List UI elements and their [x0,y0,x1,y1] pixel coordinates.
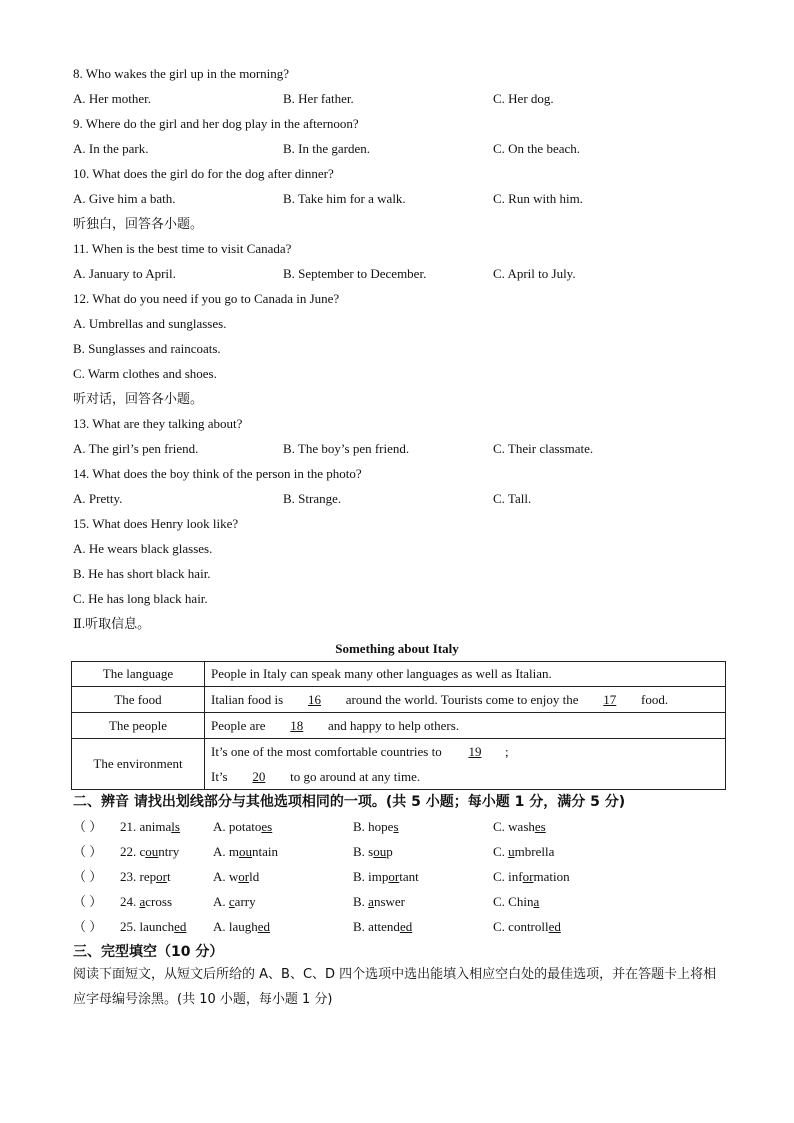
option-10a: A. Give him a bath. [73,191,176,206]
option-13a: A. The girl’s pen friend. [73,441,199,456]
phonics-option-24a [213,894,256,910]
question-11: 11. When is the best time to visit Canada? [73,241,292,256]
row-environment-value [205,739,726,790]
underlined-part: ls [171,819,180,834]
word-part: A. potato [213,819,262,834]
word-part: tant [399,869,419,884]
blank-20: 20 [252,769,266,784]
option-11c: C. April to July. [493,266,576,281]
answer-paren-25 [73,919,102,935]
word-part: t [166,869,171,884]
item-number: 23. [120,869,140,884]
option-15b: B. He has short black hair. [73,566,211,581]
underlined-part: ed [548,919,561,934]
option-14c: C. Tall. [493,491,532,506]
phonics-option-22a [213,844,278,860]
word-part: C. Chin [493,894,534,909]
underlined-part: a [368,894,374,909]
word-part: ntain [252,844,278,859]
underlined-part: ed [174,919,187,934]
question-9: 9. Where do the girl and her dog play in the afternoon? [73,116,359,131]
blank-18: 18 [290,717,304,733]
item-number: 22. [120,844,140,859]
underlined-part: or [156,869,167,884]
word-part: B. attend [353,919,400,934]
phonics-option-21a [213,819,272,835]
word-part: B. [353,894,369,909]
word-part: C. controll [493,919,549,934]
phonics-option-23a [213,869,259,885]
word-part: c [139,844,146,859]
word-part: ld [249,869,260,884]
underlined-part: a [533,894,540,909]
underlined-part: a [139,894,146,909]
row-food-value [205,687,726,713]
question-10: 10. What does the girl do for the dog after dinner? [73,166,334,181]
phonics-word-22 [120,844,179,860]
word-part: nswer [373,894,405,909]
phonics-option-21b [353,819,399,835]
row-people-key: The people [72,713,205,739]
word-part: B. s [353,844,374,859]
food-text-pre: Italian food is [211,691,284,707]
row-people-value [205,713,726,739]
answer-paren-22 [73,844,102,860]
underlined-part: es [534,819,546,834]
option-13c: C. Their classmate. [493,441,594,456]
underlined-part: es [261,819,273,834]
answer-paren: （ ） [73,844,103,859]
underlined-part: ed [257,919,271,934]
option-10b: B. Take him for a walk. [283,191,406,206]
word-part: B. imp [353,869,389,884]
option-8a: A. Her mother. [73,91,151,106]
option-11a: A. January to April. [73,266,176,281]
blank-17: 17 [603,691,617,707]
env-line2-pre: It’s [211,769,228,784]
option-12b: B. Sunglasses and raincoats. [73,341,221,356]
word-part: mbrella [514,844,555,859]
env-line1-pre: It’s one of the most comfortable countries to [211,744,442,759]
option-11b: B. September to December. [283,266,427,281]
option-8c: C. Her dog. [493,91,554,106]
info-table [71,661,726,790]
item-number: 21. [120,819,140,834]
underlined-part: or [522,869,534,884]
phonics-option-23b [353,869,419,885]
answer-paren: （ ） [73,894,103,909]
env-line1-post: ; [504,744,509,759]
option-8b: B. Her father. [283,91,354,106]
option-12c: C. Warm clothes and shoes. [73,366,217,381]
word-part: C. wash [493,819,535,834]
answer-paren-23 [73,869,102,885]
word-part: B. hope [353,819,394,834]
people-text-post: and happy to help others. [328,717,460,733]
section-info: Ⅱ.听取信息。 [73,616,151,631]
option-14a: A. Pretty. [73,491,123,506]
question-15: 15. What does Henry look like? [73,516,239,531]
food-text-mid: around the world. Tourists come to enjoy the [345,691,579,707]
word-part: A. w [213,869,239,884]
section-monologue: 听独白，回答各小题。 [73,216,204,231]
blank-19: 19 [468,744,482,759]
row-language-key: The language [72,662,205,687]
underlined-part: ou [373,844,387,859]
option-14b: B. Strange. [283,491,342,506]
word-part: A. m [213,844,239,859]
option-15a: A. He wears black glasses. [73,541,213,556]
phonics-option-24c [493,894,539,910]
word-part: rep [139,869,157,884]
underlined-part: s [393,819,399,834]
phonics-word-23 [120,869,171,885]
item-number: 24. [120,894,140,909]
underlined-part: ou [145,844,159,859]
word-part: p [386,844,393,859]
food-text-post: food. [641,691,669,707]
item-number: 25. [120,919,140,934]
underlined-part: ou [239,844,252,859]
row-environment-key: The environment [72,739,205,790]
question-8: 8. Who wakes the girl up in the morning? [73,66,290,81]
question-13: 13. What are they talking about? [73,416,243,431]
word-part: mation [533,869,570,884]
option-9a: A. In the park. [73,141,149,156]
word-part: A. [213,894,229,909]
phonics-option-25b [353,919,412,935]
underlined-part: ed [399,919,413,934]
phonics-word-25 [120,919,186,935]
phonics-option-24b [353,894,405,910]
option-9c: C. On the beach. [493,141,581,156]
question-12: 12. What do you need if you go to Canada in June? [73,291,340,306]
word-part: ntry [158,844,180,859]
answer-paren: （ ） [73,919,103,934]
part3-heading: 三、完型填空（10 分） [73,944,224,960]
phonics-option-22b [353,844,393,860]
part3-paragraph: 阅读下面短文，从短文后所给的 A、B、C、D 四个选项中选出能填入相应空白处的最佳选项，并在答题卡上将相应字母编号涂黑。(共 10 小题，每小题 1 分) [73,967,717,1007]
answer-paren: （ ） [73,869,103,884]
word-part: C. [493,844,509,859]
word-part: A. laugh [213,919,258,934]
row-food-key: The food [72,687,205,713]
answer-paren-24 [73,894,102,910]
phonics-option-21c [493,819,546,835]
table-title: Something about Italy [335,641,459,656]
underlined-part: or [388,869,400,884]
underlined-part: or [238,869,250,884]
row-language-value: People in Italy can speak many other languages as well as Italian. [205,662,726,687]
word-part: arry [234,894,256,909]
word-part: launch [139,919,175,934]
phonics-word-21 [120,819,180,835]
word-part: C. inf [493,869,523,884]
option-9b: B. In the garden. [283,141,371,156]
env-line2-post: to go around at any time. [290,769,421,784]
underlined-part: c [228,894,235,909]
word-part: anima [139,819,172,834]
option-12a: A. Umbrellas and sunglasses. [73,316,227,331]
answer-paren-21 [73,819,102,835]
underlined-part: u [508,844,515,859]
option-13b: B. The boy’s pen friend. [283,441,410,456]
word-part: cross [145,894,172,909]
phonics-option-23c [493,869,570,885]
option-10c: C. Run with him. [493,191,583,206]
phonics-option-25a [213,919,270,935]
people-text-pre: People are [211,717,266,733]
blank-16: 16 [307,691,321,707]
phonics-option-22c [493,844,554,860]
question-14: 14. What does the boy think of the person in the photo? [73,466,362,481]
option-15c: C. He has long black hair. [73,591,208,606]
phonics-word-24 [120,894,172,910]
answer-paren: （ ） [73,819,103,834]
phonics-option-25c [493,919,561,935]
section-dialogue: 听对话，回答各小题。 [73,391,204,406]
part2-heading: 二、辨音 请找出划线部分与其他选项相同的一项。(共 5 小题；每小题 1 分，满分 5 分) [73,794,626,810]
